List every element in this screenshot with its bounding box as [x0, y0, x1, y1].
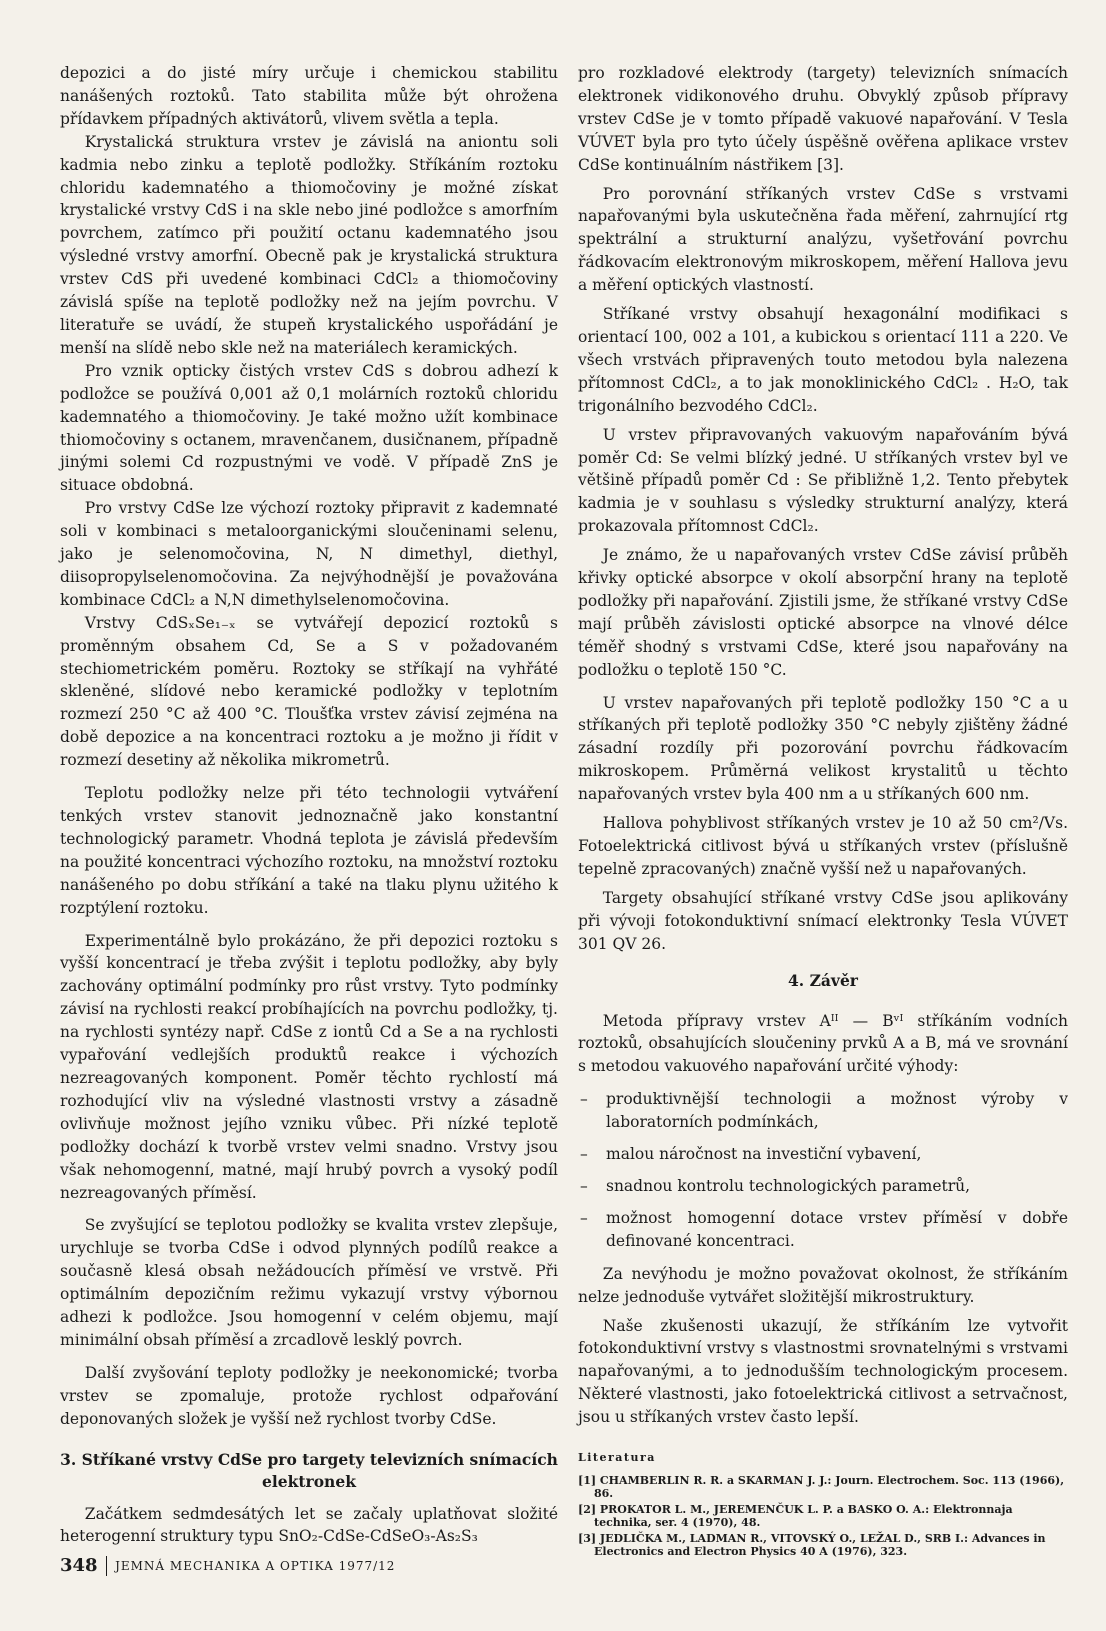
section-4-heading: 4. Závěr [788, 970, 858, 990]
advantages-list [578, 1088, 1068, 1252]
page-number: 348 [60, 1555, 98, 1576]
body-paragraph: Naše zkušenosti ukazují, že stříkáním lze vytvořit fotokonduktivní vrstvy s vlastnostmi srovnatelnými s vrstvami napařovanými, a to jednodušším technologickým procesem. Některé vlastnosti, jako fotoelektrická citlivost a setrvačnost, jsou u stříkaných vrstev často lepší. [578, 1316, 1068, 1427]
right-column [578, 62, 1068, 1561]
body-paragraph: Teplotu podložky nelze při této technologii vytváření tenkých vrstev stanovit jednoznačně jako konstantní technologický parametr. Vhodná teplota je závislá především na použité koncentraci výchozího roztoku, na množství roztoku nanášeného po dobu stříkání a také na tlaku plynu užitého k rozptýlení roztoku. [60, 784, 558, 917]
references [578, 1451, 1068, 1558]
body-paragraph: Vrstvy CdSₓSe₁₋ₓ se vytvářejí depozicí roztoků s proměnným obsahem Cd, Se a S v požadovaném stechiometrickém poměru. Roztoky se stříkají na vyhřáté skleněné, slídové nebo keramické podložky v teplotním rozmezí 250 °C až 400 °C. Tloušťka vrstev závisí zejména na době depozice a na koncentraci roztoku a je možno ji řídit v rozmezí desetiny až několika mikrometrů. [60, 613, 558, 770]
body-paragraph: Hallova pohyblivost stříkaných vrstev je 10 až 50 cm²/Vs. Fotoelektrická citlivost bývá u stříkaných vrstev (příslušně tepelně zpracovaných) značně vyšší než u napařovaných. [578, 814, 1068, 878]
reference-item: [2] PROKATOR L. M., JEREMENČUK L. P. a BASKO O. A.: Elektronnaja technika, ser. 4 (1970), 48. [578, 1503, 1013, 1530]
body-paragraph: Stříkané vrstvy obsahují hexagonální modifikaci s orientací 100, 002 a 101, a kubickou s orientací 111 a 220. Ve všech vrstvách připravených touto metodou byla nalezena přítomnost CdCl₂, a to jak monoklinického CdCl₂ . H₂O, tak trigonálního bezvodého CdCl₂. [578, 305, 1068, 415]
reference-item: [1] CHAMBERLIN R. R. a SKARMAN J. J.: Journ. Electrochem. Soc. 113 (1966), 86. [578, 1474, 1065, 1501]
body-paragraph: depozici a do jisté míry určuje i chemickou stabilitu nanášených roztoků. Tato stabilita může být ohrožena přídavkem případných aktivátorů, vlivem světla a tepla. [60, 64, 558, 128]
body-paragraph: U vrstev napařovaných při teplotě podložky 150 °C a u stříkaných při teplotě podložky 350 °C nebyly zjištěny žádné zásadní rozdíly při pozorování povrchu řádkovacím mikroskopem. Průměrná velikost krystalitů u těchto napařovaných vrstev byla 400 nm a u stříkaných 600 nm. [578, 693, 1068, 804]
body-paragraph: Experimentálně bylo prokázáno, že při depozici roztoku s vyšší koncentrací je třeba zvýšit i teplotu podložky, aby byly zachovány optimální podmínky pro růst vrstvy. Tyto podmínky závisí na rychlosti reakcí probíhajících na povrchu podložky, tj. na rychlosti syntézy např. CdSe z iontů Cd a Se a na rychlosti vypařování vedlejších produktů reakce i výchozích nezreagovaných komponent. Poměr těchto rychlostí má rozhodující vliv na výsledné vlastnosti vrstvy a zásadně ovlivňuje možnost jejího vzniku vůbec. Při nízké teplotě podložky dochází k tvorbě vrstev velmi snadno. Vrstvy jsou však nehomogenní, matné, mají hrubý povrch a vysoký podíl nezreagovaných příměsí. [60, 931, 558, 1202]
body-paragraph: U vrstev připravovaných vakuovým napařováním bývá poměr Cd: Se velmi blízký jedné. U stříkaných vrstev byl ve většině případů poměr Cd : Se přibližně 1,2. Tento přebytek kadmia je v souhlasu s výsledky strukturní analýzy, která prokazovala přítomnost CdCl₂. [578, 425, 1068, 536]
list-item: – malou náročnost na investiční vybavení, [578, 1143, 1068, 1166]
body-paragraph: Další zvyšování teploty podložky je neekonomické; tvorba vrstev se zpomaluje, protože rychlost odpařování deponovaných složek je vyšší než rychlost tvorby CdSe. [60, 1363, 558, 1428]
body-paragraph: Za nevýhodu je možno považovat okolnost, že stříkáním nelze jednoduše vytvářet složitější mikrostruktury. [578, 1264, 1068, 1306]
list-item: – možnost homogenní dotace vrstev příměsí v dobře definované koncentraci. [578, 1207, 1068, 1253]
reference-item: [3] JEDLIČKA M., LADMAN R., VITOVSKÝ O., LEŽAL D., SRB I.: Advances in Electronics and Electron Physics 40 A (1976), 323. [578, 1532, 1046, 1559]
body-paragraph: pro rozkladové elektrody (targety) televizních snímacích elektronek vidikonového druhu. Obvyklý způsob přípravy vrstev CdSe je v tomto případě vakuové napařování. V Tesla VÚVET byla pro tyto účely úspěšně ověřena aplikace vrstev CdSe kontinuálním nástřikem [3]. [578, 64, 1068, 174]
body-paragraph: Pro vznik opticky čistých vrstev CdS s dobrou adhezí k podložce se používá 0,001 až 0,1 molárních roztoků chloridu kademnatého a thiomočoviny. Je také možno užít kombinace thiomočoviny s octanem, mravenčanem, dusičnanem, případně jinými solemi Cd rozpustnými ve vodě. V případě ZnS je situace obdobná. [60, 361, 558, 495]
journal-title: JEMNÁ MECHANIKA A OPTIKA 1977/12 [115, 1558, 396, 1573]
list-item: – snadnou kontrolu technologických parametrů, [578, 1175, 1068, 1198]
body-paragraph: Se zvyšující se teplotou podložky se kvalita vrstev zlepšuje, urychluje se tvorba CdSe i odvod plynných podílů reakce a současně klesá obsah nežádoucích příměsí ve vrstvě. Při optimálním depozičním režimu vykazují vrstvy výbornou adhezi k podložce. Jsou homogenní v celém objemu, mají minimální obsah příměsí a zrcadlově lesklý povrch. [60, 1216, 558, 1349]
references-title: Literatura [578, 1451, 656, 1465]
list-item: – produktivnější technologii a možnost výroby v laboratorních podmínkách, [578, 1088, 1068, 1134]
footer-divider [106, 1556, 108, 1576]
body-paragraph: Začátkem sedmdesátých let se začaly uplatňovat složité heterogenní struktury typu SnO₂-CdSe-CdSeO₃-As₂S₃ [60, 1504, 558, 1546]
body-paragraph: Krystalická struktura vrstev je závislá na aniontu soli kadmia nebo zinku a teplotě podložky. Stříkáním roztoku chloridu kademnatého a thiomočoviny je možné získat krystalické vrstvy CdS i na skle nebo jiné podložce s amorfním povrchem, zatímco při použití octanu kademnatého jsou výsledné vrstvy amorfní. Obecně pak je krystalická struktura vrstev CdS při uvedené kombinaci CdCl₂ a thiomočoviny závislá spíše na teplotě podložky než na jejím povrchu. V literatuře se uvádí, že stupeň krystalického uspořádání je menší na slídě nebo skle než na materiálech keramických. [60, 132, 558, 357]
conclusion-intro: Metoda přípravy vrstev Aᴵᴵ — Bᵛᴵ stříkáním vodních roztoků, obsahujících sloučeniny prvků A a B, má ve srovnání s metodou vakuového napařování určité výhody: [578, 1011, 1068, 1076]
left-column [60, 62, 558, 1548]
body-paragraph: Je známo, že u napařovaných vrstev CdSe závisí průběh křivky optické absorpce v okolí absorpční hrany na teplotě podložky při napařování. Zjistili jsme, že stříkané vrstvy CdSe mají průběh závislosti optické absorpce na vlnové délce téměř shodný s vrstvami CdSe, které jsou napařovány na podložku o teplotě 150 °C. [578, 546, 1068, 679]
body-paragraph: Pro vrstvy CdSe lze výchozí roztoky připravit z kademnaté soli v kombinaci s metaloorganickými sloučeninami selenu, jako je selenomočovina, N, N dimethyl, diethyl, diisopropylselenomočovina. Za nejvýhodnější je považována kombinace CdCl₂ a N,N dimethylselenomočovina. [60, 499, 558, 609]
section-3-heading: 3. Stříkané vrstvy CdSe pro targety televizních snímacích elektronek [60, 1449, 558, 1491]
body-paragraph: Targety obsahující stříkané vrstvy CdSe jsou aplikovány při vývoji fotokonduktivní snímací elektronky Tesla VÚVET 301 QV 26. [578, 888, 1068, 953]
body-paragraph: Pro porovnání stříkaných vrstev CdSe s vrstvami napařovanými byla uskutečněna řada měření, zahrnující rtg spektrální a strukturní analýzu, vyšetřování povrchu řádkovacím elektronovým mikroskopem, měření Hallova jevu a měření optických vlastností. [578, 184, 1068, 295]
page-footer [60, 1555, 395, 1576]
